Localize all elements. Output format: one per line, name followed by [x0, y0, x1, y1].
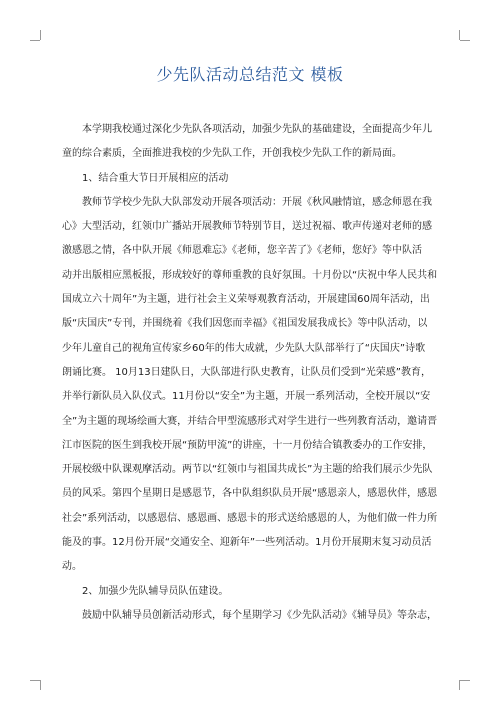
- crop-mark-bottom-right-h: [460, 680, 470, 681]
- paragraph-line: 开展校级中队课观摩活动。两节以“红领巾与祖国共成长”为主题的给我们展示少先队: [62, 464, 433, 476]
- paragraph-line: 员的风采。第四个星期日是感恩节，各中队组织队员开展“感恩亲人，感恩伙伴，感恩: [62, 488, 438, 500]
- paragraph-line: 鼓励中队辅导员创新活动形式，每个星期学习《少先队活动》《辅导员》等杂志，: [82, 609, 437, 621]
- section-heading: 1、结合重大节日开展相应的活动: [82, 172, 229, 184]
- paragraph-line: 激感恩之情，各中队开展《师恩难忘》《老师，您辛苦了》《老师，您好》等中队活: [62, 245, 422, 257]
- paragraph-line: 本学期我校通过深化少先队各项活动，加强少先队的基础建设，全面提高少年儿: [82, 124, 432, 135]
- paragraph-line: 童的综合素质，全面推进我校的少先队工作，开创我校少先队工作的新局面。: [62, 148, 402, 160]
- paragraph-line: 全”为主题的现场绘画大赛，并结合甲型流感形式对学生进行一些列教育活动，邀请晋: [62, 415, 438, 427]
- paragraph-line: 并举行新队员入队仪式。11月份以“安全”为主题，开展一系列活动，全校开展以“安: [62, 391, 431, 403]
- paragraph-line: 国成立六十周年”为主题，进行社会主义荣辱观教育活动，开展建国60周年活动，出: [62, 294, 430, 306]
- paragraph-line: 动。: [62, 561, 82, 573]
- crop-mark-top-left-v: [40, 30, 41, 40]
- paragraph-line: 少年儿童自己的视角宣传家乡60年的伟大成就，少先队大队部举行了“庆国庆”诗歌: [62, 342, 426, 354]
- paragraph-line: 教师节学校少先队大队部发动开展各项活动：开展《秋风融情谊，感念师恩在我: [82, 196, 432, 208]
- document-body: [62, 118, 442, 628]
- paragraph-line: 江市医院的医生到我校开展“预防甲流”的讲座，十一月份结合镇教委办的工作安排，: [62, 439, 433, 451]
- crop-mark-bottom-right-v: [459, 680, 460, 690]
- document-title: 少先队活动总结范文 模板: [156, 65, 344, 84]
- section-heading: 2、加强少先队辅导员队伍建设。: [82, 585, 229, 597]
- crop-mark-bottom-left-v: [40, 680, 41, 690]
- crop-mark-bottom-left-h: [30, 680, 40, 681]
- paragraph-line: 动并出版相应黑板报，形成较好的尊师重教的良好氛围。十月份以“庆祝中华人民共和: [62, 269, 438, 281]
- crop-mark-top-right-v: [459, 30, 460, 40]
- paragraph-line: 社会”系列活动，以感恩信、感恩画、感恩卡的形式送给感恩的人，为他们做一件力所: [62, 512, 438, 524]
- paragraph-line: 能及的事。12月份开展“交通安全、迎新年”一些列活动。1月份开展期末复习动员活: [62, 537, 432, 549]
- paragraph-line: 心》大型活动，红领巾广播站开展教师节特别节目，送过祝福、歌声传递对老师的感: [62, 221, 432, 233]
- paragraph-line: 朗诵比赛。 10月13日建队日，大队部进行队史教育，让队员们受到“光荣感”教育，: [62, 366, 431, 378]
- paragraph-line: 版“庆国庆”专刊，并围绕着《我们因您而幸福》《祖国发展我成长》等中队活动，以: [62, 318, 428, 330]
- crop-mark-top-right-h: [460, 40, 470, 41]
- crop-mark-top-left-h: [30, 40, 40, 41]
